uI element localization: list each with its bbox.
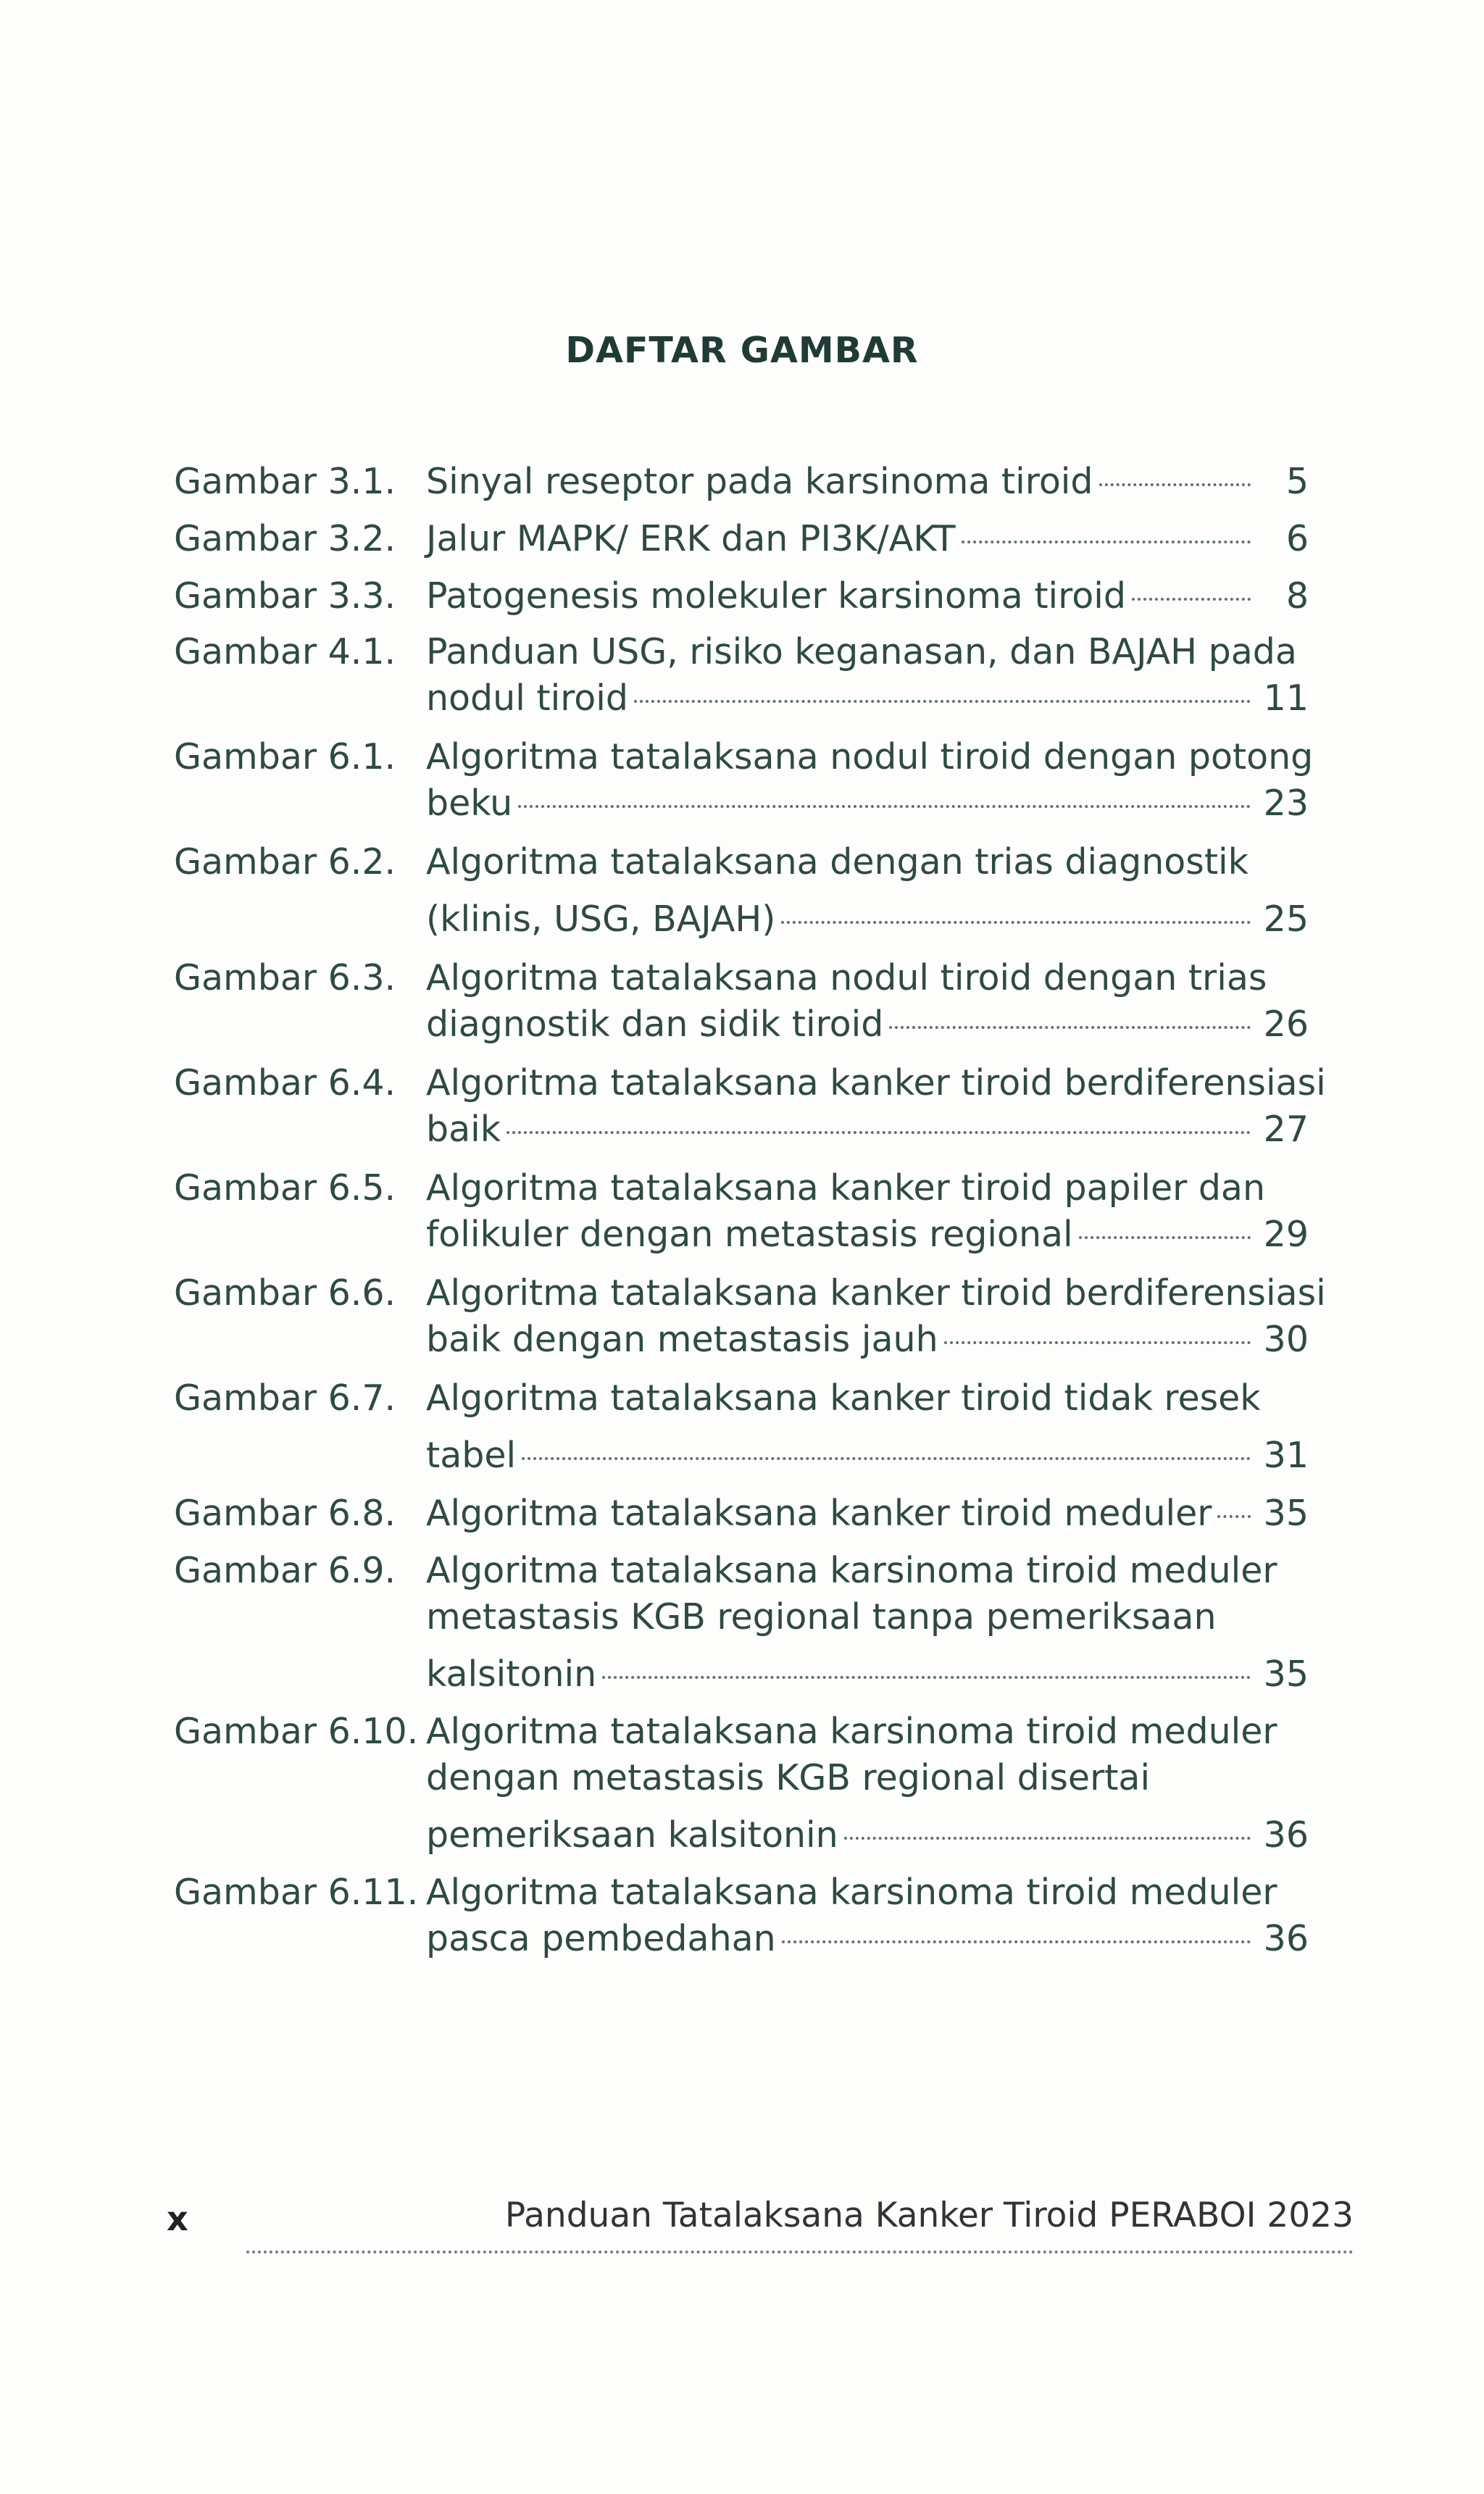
figure-title: Patogenesis molekuler karsinoma tiroid [426, 575, 1126, 617]
figure-label: Gambar 6.7. [174, 1377, 396, 1419]
page-number: 35 [1263, 1493, 1309, 1534]
page-number: 36 [1263, 1814, 1309, 1856]
figure-label: Gambar 6.11. [174, 1872, 419, 1913]
figure-label: Gambar 3.2. [174, 518, 396, 559]
page-number: 11 [1263, 677, 1309, 719]
figure-label: Gambar 3.3. [174, 575, 396, 617]
figure-title: Algoritma tatalaksana kanker tiroid berdiferensiasi [426, 1272, 1326, 1314]
figure-title-continued: dengan metastasis KGB regional disertai [426, 1757, 1151, 1798]
figure-title: Algoritma tatalaksana kanker tiroid papiler dan [426, 1167, 1266, 1209]
page-number: 25 [1263, 898, 1309, 940]
page-number: 23 [1263, 783, 1309, 824]
figure-label: Gambar 6.3. [174, 957, 396, 998]
dot-leader [781, 921, 1251, 924]
dot-leader [944, 1341, 1251, 1344]
figure-title: Algoritma tatalaksana karsinoma tiroid meduler [426, 1872, 1277, 1913]
figure-label: Gambar 6.8. [174, 1493, 396, 1534]
figure-title: Algoritma tatalaksana kanker tiroid tidak resek [426, 1377, 1261, 1419]
figure-title: Sinyal reseptor pada karsinoma tiroid [426, 461, 1093, 502]
page-number: 31 [1263, 1435, 1309, 1476]
figure-title: Panduan USG, risiko keganasan, dan BAJAH pada [426, 631, 1297, 672]
page-number: 8 [1285, 575, 1309, 617]
figure-title: Algoritma tatalaksana nodul tiroid dengan trias [426, 957, 1267, 998]
figure-title-continued: pemeriksaan kalsitonin [426, 1814, 838, 1856]
figure-title: Algoritma tatalaksana kanker tiroid berdiferensiasi [426, 1062, 1326, 1104]
figure-label: Gambar 3.1. [174, 461, 396, 502]
dot-leader [1217, 1515, 1251, 1518]
footer-page-number: x [167, 2199, 188, 2238]
figure-title: Algoritma tatalaksana karsinoma tiroid meduler [426, 1711, 1277, 1752]
figure-title-continued: pasca pembedahan [426, 1918, 776, 1959]
figure-title: Algoritma tatalaksana kanker tiroid meduler [426, 1493, 1212, 1534]
dot-leader [522, 1457, 1251, 1460]
page-number: 29 [1263, 1214, 1309, 1255]
figure-title-continued: kalsitonin [426, 1653, 597, 1695]
page-number: 30 [1263, 1319, 1309, 1360]
page-number: 26 [1263, 1004, 1309, 1045]
page-number: 36 [1263, 1918, 1309, 1959]
figure-title-continued: tabel [426, 1435, 517, 1476]
figure-title-continued: nodul tiroid [426, 677, 628, 719]
dot-leader [962, 541, 1251, 543]
dot-leader [889, 1026, 1251, 1029]
figure-title: Algoritma tatalaksana karsinoma tiroid meduler [426, 1550, 1277, 1591]
figure-title: Jalur MAPK/ ERK dan PI3K/AKT [426, 518, 956, 559]
dot-leader [634, 700, 1251, 703]
figure-title-continued: baik [426, 1109, 501, 1150]
figure-title-continued: beku [426, 783, 513, 824]
figure-title-continued: folikuler dengan metastasis regional [426, 1214, 1073, 1255]
figure-title-continued: metastasis KGB regional tanpa pemeriksaan [426, 1596, 1217, 1638]
page-number: 6 [1285, 518, 1309, 559]
footer-rule [246, 2251, 1354, 2253]
page-number: 27 [1263, 1109, 1309, 1150]
dot-leader [844, 1837, 1251, 1840]
figure-label: Gambar 6.2. [174, 841, 396, 883]
dot-leader [1079, 1236, 1251, 1239]
dot-leader [1132, 598, 1251, 601]
figure-label: Gambar 6.4. [174, 1062, 396, 1104]
page-number: 5 [1285, 461, 1309, 502]
figure-label: Gambar 6.10. [174, 1711, 419, 1752]
figure-label: Gambar 6.1. [174, 736, 396, 777]
figure-label: Gambar 4.1. [174, 631, 396, 672]
figure-title-continued: baik dengan metastasis jauh [426, 1319, 938, 1360]
figure-label: Gambar 6.5. [174, 1167, 396, 1209]
page-number: 35 [1263, 1653, 1309, 1695]
figure-label: Gambar 6.9. [174, 1550, 396, 1591]
figure-title: Algoritma tatalaksana nodul tiroid dengan potong [426, 736, 1314, 777]
dot-leader [602, 1676, 1251, 1679]
dot-leader [518, 805, 1251, 808]
figure-title: Algoritma tatalaksana dengan trias diagnostik [426, 841, 1249, 883]
footer-book-title: Panduan Tatalaksana Kanker Tiroid PERABOI 2023 [504, 2195, 1354, 2235]
figure-title-continued: (klinis, USG, BAJAH) [426, 898, 776, 940]
figure-title-continued: diagnostik dan sidik tiroid [426, 1004, 884, 1045]
figure-label: Gambar 6.6. [174, 1272, 396, 1314]
dot-leader [782, 1940, 1251, 1943]
dot-leader [1099, 483, 1251, 486]
dot-leader [507, 1131, 1251, 1134]
page-title: DAFTAR GAMBAR [565, 330, 919, 371]
